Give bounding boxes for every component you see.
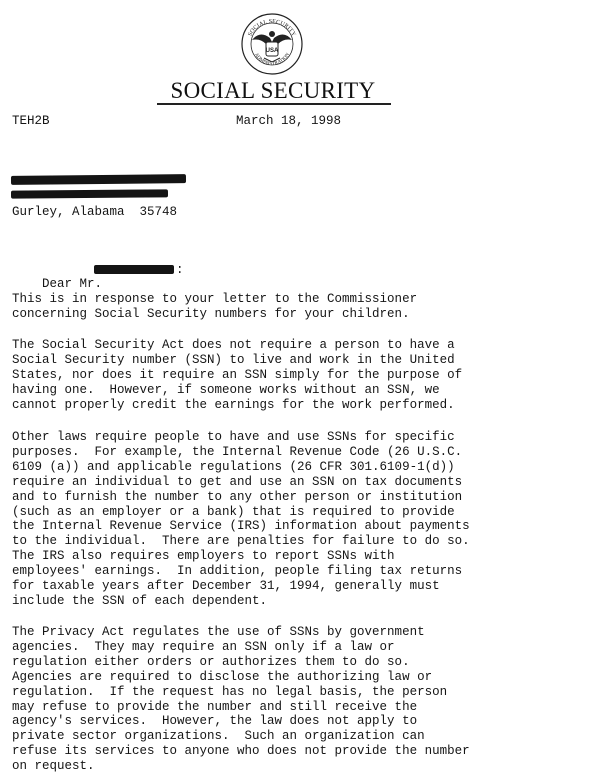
seal-ring-text: SOCIAL SECURITY (247, 18, 297, 38)
seal-shield-text: USA (265, 48, 279, 54)
text-line: to the individual. There are penalties for failure to do so. (12, 534, 470, 549)
text-line: The IRS also requires employers to report SSNs with (12, 549, 395, 564)
redacted-salutation-name (94, 265, 174, 274)
paragraph-privacy-act (12, 625, 592, 774)
text-line: require an individual to get and use an SSN on tax documents (12, 474, 463, 489)
text-line: concerning Social Security numbers for your children. (12, 306, 410, 321)
recipient-city-line: Gurley, Alabama 35748 (12, 205, 178, 219)
text-line: regulation. If the request has no legal basis, the person (12, 684, 448, 699)
text-line: Agencies are required to disclose the authorizing law or (12, 669, 433, 684)
text-line: Social Security number (SSN) to live and work in the United (12, 352, 455, 367)
text-line: for taxable years after December 31, 1994, generally must (12, 579, 440, 594)
redacted-recipient-street (11, 189, 168, 198)
text-line: The Privacy Act regulates the use of SSNs by government (12, 625, 425, 639)
salutation-colon: : (176, 263, 184, 277)
reference-code: TEH2B (12, 114, 50, 128)
text-line: the Internal Revenue Service (IRS) information about payments (12, 519, 470, 534)
text-line: purposes. For example, the Internal Revenue Code (26 U.S.C. (12, 444, 463, 459)
agency-name: SOCIAL SECURITY (170, 78, 376, 103)
text-line: having one. However, if someone works without an SSN, we (12, 382, 440, 397)
letter-date: March 18, 1998 (236, 114, 342, 128)
text-line: This is in response to your letter to the Commissioner (12, 292, 418, 306)
svg-text:ADMINISTRATION: ADMINISTRATION (252, 52, 292, 67)
text-line: agency's services. However, the law does not apply to (12, 714, 418, 729)
text-line: regulation either orders or authorizes them to do so. (12, 654, 410, 669)
redacted-recipient-name (11, 174, 186, 185)
text-line: cannot properly credit the earnings for the work performed. (12, 397, 455, 412)
text-line: private sector organizations. Such an organization can (12, 729, 425, 744)
text-line: employees' earnings. In addition, people filing tax returns (12, 564, 463, 579)
text-line: 6109 (a)) and applicable regulations (26 CFR 301.6109-1(d)) (12, 459, 455, 474)
paragraph-other-laws (12, 430, 592, 609)
text-line: States, nor does it require an SSN simply for the purpose of (12, 367, 463, 382)
paragraph-intro (12, 292, 592, 322)
text-line: and to furnish the number to any other person or institution (12, 489, 463, 504)
text-line: Other laws require people to have and use SSNs for specific (12, 430, 455, 444)
text-line: The Social Security Act does not require a person to have a (12, 338, 455, 352)
text-line: on request. (12, 759, 95, 774)
eagle-seal-icon (240, 12, 304, 76)
ssa-seal (240, 12, 304, 76)
text-line: (such as an employer or a bank) that is required to provide (12, 504, 455, 519)
text-line: agencies. They may require an SSN only if a law or (12, 639, 395, 654)
text-line: include the SSN of each dependent. (12, 593, 268, 608)
text-line: may refuse to provide the number and still receive the (12, 699, 418, 714)
letterhead-divider (157, 103, 391, 105)
text-line: refuse its services to anyone who does not provide the number (12, 744, 470, 759)
salutation-prefix: Dear Mr. (42, 277, 103, 291)
paragraph-ssa-act (12, 338, 592, 413)
